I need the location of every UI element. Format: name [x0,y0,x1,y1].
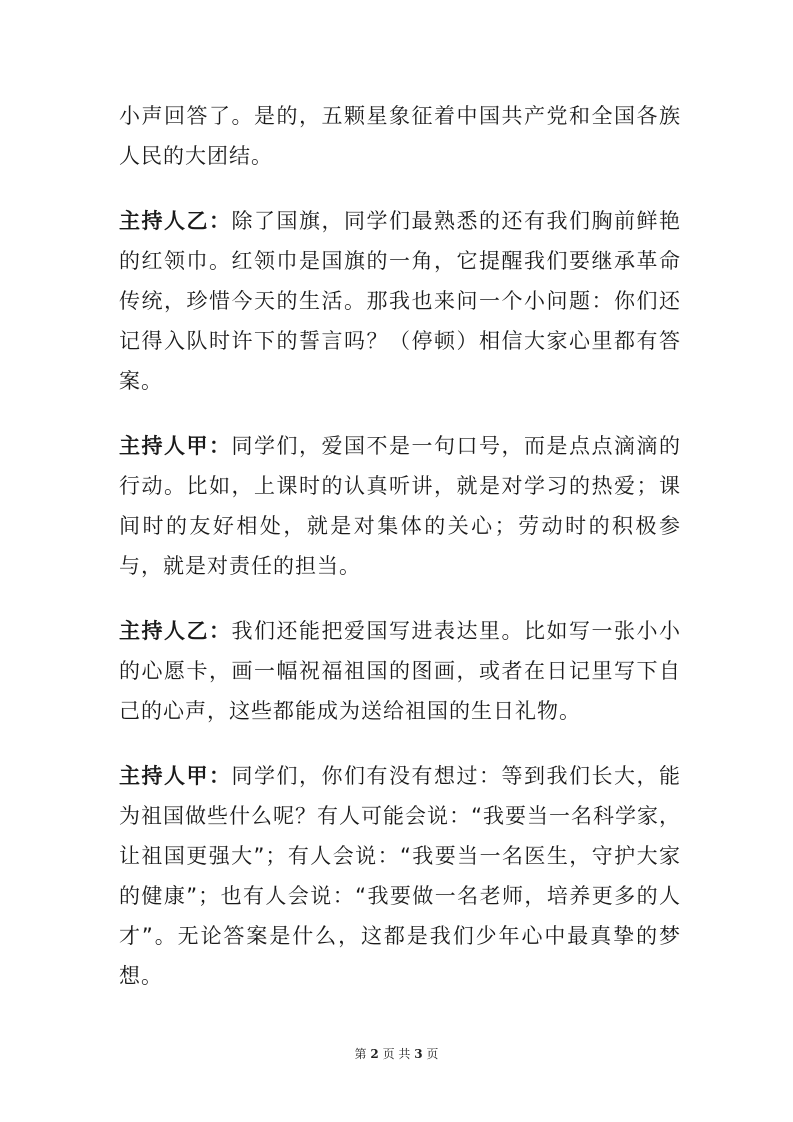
paragraph-text: 同学们，爱国不是一句口号，而是点点滴滴的行动。比如，上课时的认真听讲，就是对学习的热爱；课间时的友好相处，就是对集体的关心；劳动时的积极参与，就是对责任的担当。 [119,434,681,578]
paragraph-3 [119,426,681,586]
paragraph-1 [119,96,681,176]
paragraph-text: 同学们，你们有没有想过：等到我们长大，能为祖国做些什么呢？有人可能会说：“我要当一名科学家，让祖国更强大”；有人会说：“我要当一名医生，守护大家的健康”；也有人会说：“我要做一名老师，培养更多的人才”。无论答案是什么，这都是我们少年心中最真挚的梦想。 [119,764,681,988]
footer-prefix: 第 [354,1047,367,1061]
page-footer [0,1045,793,1062]
total-pages-number: 3 [414,1047,423,1061]
speaker-label: 主持人甲： [119,434,232,458]
paragraph-5 [119,756,681,996]
paragraph-4 [119,611,681,731]
paragraph-2 [119,201,681,401]
speaker-label: 主持人乙： [119,209,232,233]
paragraph-text: 除了国旗，同学们最熟悉的还有我们胸前鲜艳的红领巾。红领巾是国旗的一角，它提醒我们要继承革命传统，珍惜今天的生活。那我也来问一个小问题：你们还记得入队时许下的誓言吗？（停顿）相信大家心里都有答案。 [119,209,681,393]
footer-suffix: 页 [426,1047,439,1061]
speaker-label: 主持人乙： [119,619,232,643]
paragraph-text: 小声回答了。是的，五颗星象征着中国共产党和全国各族人民的大团结。 [119,104,681,168]
current-page-number: 2 [370,1047,379,1061]
footer-middle: 页 共 [382,1047,411,1061]
paragraph-text: 我们还能把爱国写进表达里。比如写一张小小的心愿卡，画一幅祝福祖国的图画，或者在日记里写下自己的心声，这些都能成为送给祖国的生日礼物。 [119,619,681,723]
speaker-label: 主持人甲： [119,764,232,788]
document-body [119,96,681,996]
